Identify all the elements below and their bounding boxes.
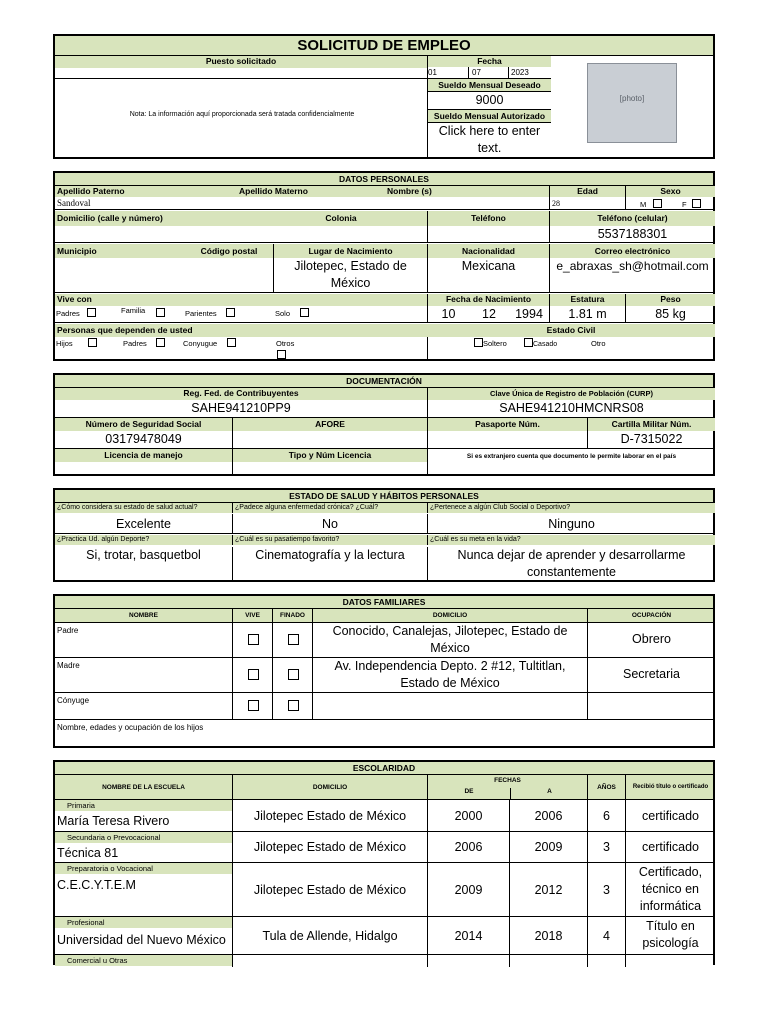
lugar-nac-value[interactable]: Jilotepec, Estado de México	[273, 258, 427, 293]
afore-label: AFORE	[232, 418, 427, 431]
salud-a4[interactable]: Si, trotar, basquetbol	[86, 548, 201, 562]
licencia-field[interactable]	[55, 462, 232, 476]
puesto-field[interactable]	[55, 68, 427, 79]
dep-conyugue-label: Conyugue	[183, 339, 218, 348]
salud-a5[interactable]: Cinematografía y la lectura	[232, 547, 427, 582]
extranjero-label: Si es extranjero cuenta que documento le permite laborar en el país	[427, 449, 715, 476]
nivel-label: Primaria	[55, 800, 232, 811]
dep-conyugue-checkbox[interactable]	[227, 338, 236, 347]
esc-de-value[interactable]: 2000	[427, 800, 509, 832]
nac-month[interactable]: 12	[469, 306, 509, 323]
familiares-section	[53, 594, 715, 748]
nivel-label: Comercial u Otras	[55, 955, 232, 966]
sexo-m-label: M	[640, 200, 647, 209]
vive-con-label: Vive con	[55, 294, 427, 306]
curp-value[interactable]: SAHE941210HMCNRS08	[427, 400, 715, 418]
escolaridad-section	[53, 760, 715, 965]
ec-soltero-label: Soltero	[483, 339, 507, 348]
municipio-label: Municipio	[55, 244, 185, 258]
estatura-label: Estatura	[549, 294, 625, 306]
familiar-ocupacion[interactable]: Obrero	[587, 623, 713, 658]
esc-titulo-value[interactable]: certificado	[625, 832, 713, 863]
cartilla-value[interactable]: D-7315022	[587, 431, 715, 449]
vive-cell	[232, 623, 272, 658]
familiares-title: DATOS FAMILIARES	[55, 596, 713, 609]
sueldo-deseado-value[interactable]: 9000	[428, 92, 551, 110]
finado-cell	[272, 693, 312, 720]
vive-checkbox[interactable]	[248, 700, 259, 711]
esc-domicilio-value[interactable]: Jilotepec Estado de México	[232, 863, 427, 917]
col-de: DE	[464, 788, 474, 795]
sexo-f-checkbox[interactable]	[692, 199, 701, 208]
edad-value[interactable]: 28	[549, 197, 625, 210]
salud-a6[interactable]: Nunca dejar de aprender y desarrollarme constantemente	[427, 547, 715, 582]
familiar-nombre: Padre	[57, 626, 79, 635]
familiar-ocupacion[interactable]: Secretaria	[587, 658, 713, 693]
rfc-value[interactable]: SAHE941210PP9	[55, 400, 427, 418]
cartilla-label: Cartilla Militar Núm.	[587, 418, 715, 431]
sueldo-deseado-label: Sueldo Mensual Deseado	[428, 79, 551, 92]
escolaridad-row-profesional	[55, 917, 713, 955]
documentacion-section	[53, 373, 715, 476]
nac-year[interactable]: 1994	[509, 306, 549, 323]
vive-checkbox[interactable]	[248, 634, 259, 645]
ec-casado-checkbox[interactable]	[524, 338, 533, 347]
salud-q2: ¿Padece alguna enfermedad crónica? ¿Cuál?	[232, 503, 427, 513]
vive-parientes-label: Parientes	[185, 309, 217, 318]
familiar-domicilio[interactable]	[312, 693, 587, 720]
fecha-label: Fecha	[428, 56, 551, 67]
salud-section	[53, 488, 715, 582]
col-domicilio: DOMICILIO	[312, 609, 587, 623]
photo-placeholder-label: [photo]	[619, 94, 645, 103]
cp-label: Código postal	[185, 244, 273, 258]
dep-hijos-checkbox[interactable]	[88, 338, 97, 347]
personal-title: DATOS PERSONALES	[55, 173, 713, 186]
pasaporte-label: Pasaporte Núm.	[427, 418, 587, 431]
col-esc-domicilio: DOMICILIO	[232, 775, 427, 800]
estatura-value[interactable]: 1.81 m	[549, 306, 625, 323]
ec-otro-label: Otro	[591, 339, 606, 348]
dependen-options	[55, 337, 427, 361]
finado-checkbox[interactable]	[288, 669, 299, 680]
vive-familia-label: Familia	[121, 306, 146, 315]
esc-domicilio-value[interactable]: Jilotepec Estado de México	[232, 800, 427, 832]
familiar-nombre: Cónyuge	[57, 696, 90, 705]
puesto-label: Puesto solicitado	[55, 56, 427, 68]
esc-anos-value[interactable]: 3	[587, 832, 625, 863]
domicilio-field[interactable]	[55, 226, 427, 243]
estado-civil-label: Estado Civil	[427, 324, 715, 337]
esc-a-value[interactable]: 2018	[509, 917, 587, 955]
vive-familia-checkbox[interactable]	[156, 308, 165, 317]
tipo-licencia-label: Tipo y Núm Licencia	[232, 449, 427, 462]
sexo-f-label: F	[682, 200, 687, 209]
esc-domicilio-value[interactable]: Tula de Allende, Hidalgo	[232, 917, 427, 955]
nota-text: Nota: La información aquí proporcionada será tratada confidencialmente	[129, 111, 355, 118]
salud-q3: ¿Pertenece a algún Club Social o Deportivo?	[427, 503, 715, 513]
salud-q1: ¿Cómo considera su estado de salud actual?	[55, 503, 232, 513]
esc-anos-value[interactable]: 3	[587, 863, 625, 917]
personal-section	[53, 171, 715, 361]
escuela-value[interactable]: Universidad del Nuevo México	[57, 933, 226, 947]
dep-otros-checkbox[interactable]	[277, 350, 286, 359]
vive-cell	[232, 693, 272, 720]
vive-padres-checkbox[interactable]	[87, 308, 96, 317]
col-fechas-label: FECHAS	[494, 777, 521, 784]
escuela-value[interactable]: Técnica 81	[57, 846, 119, 860]
col-fechas	[427, 775, 587, 800]
telefono-label: Teléfono	[427, 211, 549, 226]
edad-label: Edad	[549, 186, 625, 197]
fecha-nac-label: Fecha de Nacimiento	[427, 294, 549, 306]
comercial-domicilio[interactable]	[232, 955, 427, 967]
comercial-de[interactable]	[427, 955, 509, 967]
comercial-anos[interactable]	[587, 955, 625, 967]
esc-titulo-value[interactable]: certificado	[625, 800, 713, 832]
familiares-header-row	[55, 609, 713, 623]
sexo-m-checkbox[interactable]	[653, 199, 662, 208]
vive-parientes-checkbox[interactable]	[226, 308, 235, 317]
nivel-label: Profesional	[55, 917, 232, 928]
col-finado: FINADO	[272, 609, 312, 623]
vive-cell	[232, 658, 272, 693]
fecha-day[interactable]: 01	[428, 67, 468, 79]
col-ocupacion: OCUPACIÓN	[587, 609, 713, 623]
salud-q6: ¿Cuál es su meta en la vida?	[427, 535, 715, 545]
applicant-photo	[587, 63, 677, 143]
dep-padres-label: Padres	[123, 339, 147, 348]
fecha-block	[427, 56, 551, 159]
colonia-label: Colonia	[255, 211, 427, 226]
hijos-label: Nombre, edades y ocupación de los hijos	[57, 723, 204, 732]
col-nombre: NOMBRE	[129, 612, 158, 619]
tipo-licencia-field[interactable]	[232, 462, 427, 476]
ec-casado-label: Casado	[533, 341, 558, 348]
escuela-value[interactable]: María Teresa Rivero	[57, 814, 170, 828]
esc-a-value[interactable]: 2006	[509, 800, 587, 832]
esc-a-value[interactable]: 2012	[509, 863, 587, 917]
familiar-row-conyuge	[55, 693, 713, 720]
col-anos: AÑOS	[587, 775, 625, 800]
sueldo-autorizado-label: Sueldo Mensual Autorizado	[428, 110, 551, 123]
col-escuela: NOMBRE DE LA ESCUELA	[55, 775, 232, 800]
esc-titulo-value[interactable]: Título en psicología	[625, 917, 713, 955]
rfc-label: Reg. Fed. de Contribuyentes	[55, 388, 427, 400]
celular-label: Teléfono (celular)	[549, 211, 715, 226]
esc-titulo-value[interactable]: Certificado, técnico en informática	[625, 863, 713, 917]
finado-checkbox[interactable]	[288, 700, 299, 711]
afore-field[interactable]	[232, 431, 427, 449]
nacionalidad-value[interactable]: Mexicana	[427, 258, 549, 293]
documentacion-title: DOCUMENTACIÓN	[55, 375, 713, 388]
correo-value[interactable]: e_abraxas_sh@hotmail.com	[549, 258, 715, 293]
comercial-a[interactable]	[509, 955, 587, 967]
vive-solo-checkbox[interactable]	[300, 308, 309, 317]
form-title: SOLICITUD DE EMPLEO	[55, 36, 713, 56]
peso-value[interactable]: 85 kg	[625, 306, 715, 323]
nivel-label: Secundaria o Prevocacional	[55, 832, 232, 843]
col-vive: VIVE	[232, 609, 272, 623]
familiar-nombre: Madre	[57, 661, 80, 670]
esc-anos-value[interactable]: 6	[587, 800, 625, 832]
finado-cell	[272, 623, 312, 658]
vive-padres-label: Padres	[56, 309, 80, 318]
finado-cell	[272, 658, 312, 693]
curp-label: Clave Única de Registro de Población (CURP)	[427, 388, 715, 400]
nss-value[interactable]: 03179478049	[55, 431, 232, 449]
sexo-options	[625, 197, 715, 210]
nac-day[interactable]: 10	[427, 306, 469, 323]
salud-a2[interactable]: No	[232, 514, 427, 534]
apellido-paterno-value[interactable]: Sandoval	[55, 197, 549, 210]
esc-domicilio-value[interactable]: Jilotepec Estado de México	[232, 832, 427, 863]
lugar-nac-label: Lugar de Nacimiento	[273, 244, 427, 258]
col-titulo: Recibió título o certificado	[625, 775, 713, 800]
esc-a-value[interactable]: 2009	[509, 832, 587, 863]
esc-anos-value[interactable]: 4	[587, 917, 625, 955]
correo-label: Correo electrónico	[549, 244, 715, 258]
escolaridad-title: ESCOLARIDAD	[55, 762, 713, 775]
fecha-year[interactable]: 2023	[508, 67, 551, 79]
col-a: A	[510, 788, 587, 800]
escolaridad-row-comercial	[55, 955, 713, 967]
salud-a1[interactable]: Excelente	[55, 514, 232, 534]
vive-con-options	[55, 306, 427, 323]
familiar-row-madre	[55, 658, 713, 693]
apellido-paterno-label: Apellido Paterno	[55, 186, 235, 197]
finado-checkbox[interactable]	[288, 634, 299, 645]
sueldo-autorizado-value[interactable]: Click here to enter text.	[438, 124, 541, 155]
escuela-value[interactable]: C.E.C.Y.T.E.M	[57, 878, 136, 892]
salud-q5: ¿Cuál es su pasatiempo favorito?	[232, 535, 427, 545]
celular-value[interactable]: 5537188301	[549, 226, 715, 243]
nacionalidad-label: Nacionalidad	[427, 244, 549, 258]
escolaridad-row-primaria	[55, 800, 713, 832]
estado-civil-options	[427, 337, 715, 361]
dependen-label: Personas que dependen de usted	[55, 324, 427, 337]
salud-a3[interactable]: Ninguno	[427, 514, 715, 534]
comercial-titulo[interactable]	[625, 955, 713, 967]
escolaridad-row-preparatoria	[55, 863, 713, 917]
dep-hijos-label: Hijos	[56, 339, 73, 348]
nss-label: Número de Seguridad Social	[55, 418, 232, 431]
nombre-label: Nombre (s)	[385, 186, 549, 197]
esc-de-value[interactable]: 2009	[427, 863, 509, 917]
vive-checkbox[interactable]	[248, 669, 259, 680]
vive-solo-label: Solo	[275, 309, 291, 318]
dep-padres-checkbox[interactable]	[156, 338, 165, 347]
fecha-month[interactable]: 07	[468, 67, 508, 79]
familiar-domicilio[interactable]: Conocido, Canalejas, Jilotepec, Estado de México	[312, 623, 587, 658]
escolaridad-row-secundaria	[55, 832, 713, 863]
apellido-materno-label: Apellido Materno	[235, 186, 385, 197]
nivel-label: Preparatoria o Vocacional	[55, 863, 232, 874]
peso-label: Peso	[625, 294, 715, 306]
esc-de-value[interactable]: 2006	[427, 832, 509, 863]
escolaridad-header-row	[55, 775, 713, 800]
pasaporte-field[interactable]	[427, 431, 587, 449]
domicilio-label: Domicilio (calle y número)	[55, 211, 255, 226]
familiar-row-padre	[55, 623, 713, 658]
municipio-field[interactable]	[55, 258, 273, 293]
esc-de-value[interactable]: 2014	[427, 917, 509, 955]
sexo-label: Sexo	[625, 186, 715, 197]
salud-title: ESTADO DE SALUD Y HÁBITOS PERSONALES	[55, 490, 713, 503]
familiar-domicilio[interactable]: Av. Independencia Depto. 2 #12, Tultitlan, Estado de México	[312, 658, 587, 693]
ec-soltero-checkbox[interactable]	[474, 338, 483, 347]
familiar-ocupacion[interactable]	[587, 693, 713, 720]
dep-otros-label: Otros	[276, 339, 295, 348]
licencia-label: Licencia de manejo	[55, 449, 232, 462]
salud-q4: ¿Practica Ud. algún Deporte?	[55, 535, 232, 545]
telefono-field[interactable]	[427, 226, 549, 243]
